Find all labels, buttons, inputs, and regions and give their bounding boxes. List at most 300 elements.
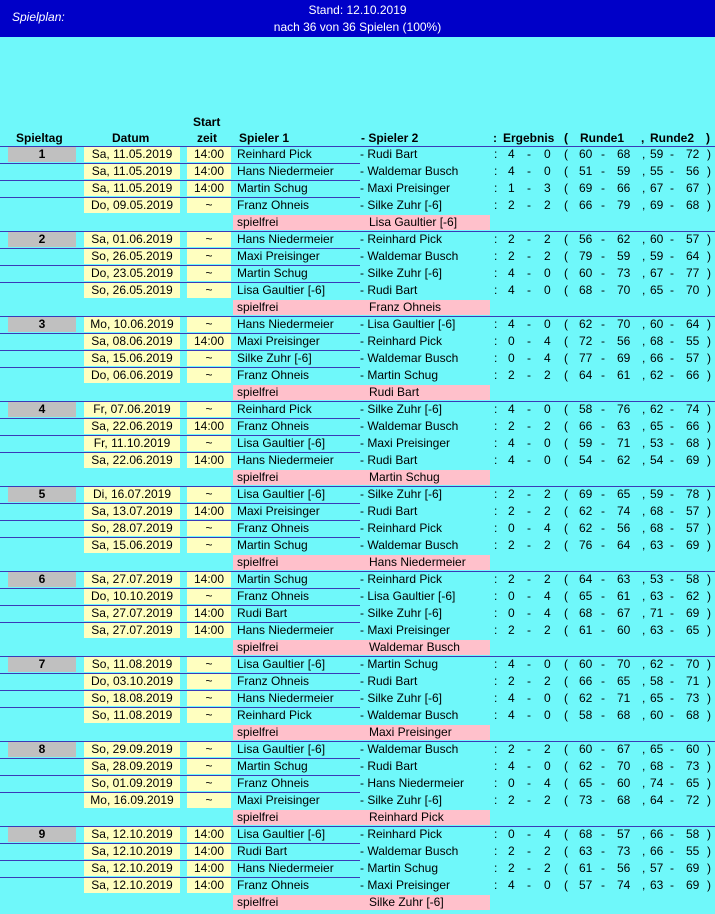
score-player1: 4 <box>508 436 515 450</box>
paren-close: ) <box>707 334 711 348</box>
player1-name: Franz Ohneis <box>237 368 310 382</box>
match-time: 14:00 <box>187 878 231 893</box>
runde1-dash: - <box>601 402 605 416</box>
runde2-dash: - <box>670 827 674 841</box>
table-row <box>0 350 715 367</box>
table-row <box>0 248 715 265</box>
paren-open: ( <box>564 164 568 178</box>
score-player1: 4 <box>508 708 515 722</box>
player1-name: Hans Niedermeier <box>237 453 334 467</box>
match-date: Do, 06.06.2019 <box>84 368 180 383</box>
comma: , <box>642 164 646 178</box>
score-player1: 2 <box>508 198 515 212</box>
score-player2: 2 <box>544 232 551 246</box>
score-dash: - <box>527 198 531 212</box>
runde2-player2: 64 <box>686 249 700 263</box>
runde2-dash: - <box>670 181 674 195</box>
runde1-player2: 66 <box>617 181 631 195</box>
score-player2: 2 <box>544 793 551 807</box>
paren-open: ( <box>564 878 568 892</box>
runde2-player2: 74 <box>686 402 700 416</box>
table-row <box>0 367 715 384</box>
runde1-player2: 68 <box>617 708 631 722</box>
runde1-player2: 63 <box>617 572 631 586</box>
runde1-dash: - <box>601 487 605 501</box>
score-dash: - <box>527 351 531 365</box>
match-time: ~ <box>187 368 231 383</box>
player1-name: Lisa Gaultier [-6] <box>237 487 326 501</box>
table-row <box>0 197 715 214</box>
runde1-player1: 60 <box>579 742 593 756</box>
comma: , <box>642 283 646 297</box>
spielfrei-player: Martin Schug <box>360 470 490 485</box>
runde1-dash: - <box>601 453 605 467</box>
spielfrei-row <box>0 639 715 656</box>
runde2-player1: 58 <box>650 674 664 688</box>
runde2-dash: - <box>670 589 674 603</box>
score-dash: - <box>527 827 531 841</box>
result-colon: : <box>494 368 498 382</box>
score-dash: - <box>527 232 531 246</box>
runde2-player1: 62 <box>650 402 664 416</box>
comma: , <box>642 232 646 246</box>
score-player2: 0 <box>544 759 551 773</box>
spielfrei-player: Hans Niedermeier <box>360 555 490 570</box>
comma: , <box>642 198 646 212</box>
player2-name: - Silke Zuhr [-6] <box>360 793 443 807</box>
runde1-player1: 60 <box>579 657 593 671</box>
comma: , <box>642 249 646 263</box>
runde1-dash: - <box>601 759 605 773</box>
match-time: 14:00 <box>187 419 231 434</box>
player2-name: - Rudi Bart <box>360 147 418 161</box>
spielfrei-row <box>0 469 715 486</box>
match-time: 14:00 <box>187 147 231 162</box>
spielfrei-label: spielfrei <box>233 385 360 400</box>
runde1-dash: - <box>601 793 605 807</box>
runde1-dash: - <box>601 232 605 246</box>
result-colon: : <box>494 266 498 280</box>
score-dash: - <box>527 674 531 688</box>
result-colon: : <box>494 606 498 620</box>
runde2-player1: 64 <box>650 793 664 807</box>
comma: , <box>642 538 646 552</box>
table-row <box>0 537 715 554</box>
runde1-player1: 64 <box>579 572 593 586</box>
runde2-player2: 68 <box>686 708 700 722</box>
col-paren-close: ) <box>706 131 710 145</box>
runde2-player1: 69 <box>650 198 664 212</box>
runde1-dash: - <box>601 266 605 280</box>
paren-close: ) <box>707 283 711 297</box>
score-dash: - <box>527 147 531 161</box>
result-colon: : <box>494 147 498 161</box>
result-colon: : <box>494 538 498 552</box>
player1-name: Martin Schug <box>237 538 308 552</box>
comma: , <box>642 351 646 365</box>
runde1-player2: 70 <box>617 657 631 671</box>
runde2-player2: 69 <box>686 538 700 552</box>
spielfrei-label: spielfrei <box>233 725 360 740</box>
table-row <box>0 316 715 333</box>
paren-open: ( <box>564 487 568 501</box>
runde2-player1: 65 <box>650 691 664 705</box>
paren-close: ) <box>707 453 711 467</box>
result-colon: : <box>494 691 498 705</box>
score-player1: 2 <box>508 844 515 858</box>
match-date: So, 26.05.2019 <box>84 283 180 298</box>
paren-open: ( <box>564 674 568 688</box>
runde2-player2: 66 <box>686 419 700 433</box>
runde1-player2: 69 <box>617 351 631 365</box>
result-colon: : <box>494 164 498 178</box>
comma: , <box>642 708 646 722</box>
runde2-player1: 65 <box>650 419 664 433</box>
score-player1: 4 <box>508 147 515 161</box>
paren-close: ) <box>707 351 711 365</box>
match-date: Fr, 11.10.2019 <box>84 436 180 451</box>
player2-name: - Silke Zuhr [-6] <box>360 487 443 501</box>
paren-open: ( <box>564 521 568 535</box>
runde2-player2: 73 <box>686 759 700 773</box>
player1-name: Hans Niedermeier <box>237 861 334 875</box>
runde2-dash: - <box>670 351 674 365</box>
match-date: So, 11.08.2019 <box>84 657 180 672</box>
paren-close: ) <box>707 657 711 671</box>
result-colon: : <box>494 181 498 195</box>
runde2-player2: 70 <box>686 283 700 297</box>
runde2-player2: 58 <box>686 572 700 586</box>
runde1-player1: 62 <box>579 691 593 705</box>
paren-open: ( <box>564 402 568 416</box>
table-row <box>0 741 715 758</box>
spielfrei-label: spielfrei <box>233 810 360 825</box>
runde1-player1: 54 <box>579 453 593 467</box>
match-date: So, 01.09.2019 <box>84 776 180 791</box>
runde2-dash: - <box>670 232 674 246</box>
match-time: 14:00 <box>187 164 231 179</box>
match-date: So, 26.05.2019 <box>84 249 180 264</box>
runde1-dash: - <box>601 317 605 331</box>
score-player2: 4 <box>544 334 551 348</box>
player1-name: Franz Ohneis <box>237 878 310 892</box>
col-zeit: zeit <box>197 131 218 145</box>
match-date: So, 28.07.2019 <box>84 521 180 536</box>
runde2-player1: 65 <box>650 283 664 297</box>
runde1-player2: 79 <box>617 198 631 212</box>
runde2-player2: 73 <box>686 691 700 705</box>
score-dash: - <box>527 708 531 722</box>
paren-open: ( <box>564 351 568 365</box>
runde2-dash: - <box>670 249 674 263</box>
spieltag-number: 9 <box>8 827 76 842</box>
match-date: Sa, 13.07.2019 <box>84 504 180 519</box>
spieltag-number: 4 <box>8 402 76 417</box>
match-time: 14:00 <box>187 334 231 349</box>
score-player2: 0 <box>544 402 551 416</box>
runde2-dash: - <box>670 708 674 722</box>
runde2-player1: 60 <box>650 708 664 722</box>
runde1-player2: 56 <box>617 334 631 348</box>
runde1-player2: 70 <box>617 283 631 297</box>
score-dash: - <box>527 878 531 892</box>
runde1-dash: - <box>601 181 605 195</box>
score-player1: 0 <box>508 776 515 790</box>
score-player2: 2 <box>544 538 551 552</box>
spielfrei-row <box>0 724 715 741</box>
runde1-dash: - <box>601 572 605 586</box>
player1-name: Maxi Preisinger <box>237 793 320 807</box>
player2-name: - Silke Zuhr [-6] <box>360 606 443 620</box>
score-player2: 4 <box>544 351 551 365</box>
table-row <box>0 520 715 537</box>
paren-close: ) <box>707 402 711 416</box>
result-colon: : <box>494 453 498 467</box>
player2-name: - Reinhard Pick <box>360 334 443 348</box>
score-player2: 2 <box>544 742 551 756</box>
round-block <box>0 826 715 911</box>
runde1-player1: 65 <box>579 589 593 603</box>
match-date: Di, 16.07.2019 <box>84 487 180 502</box>
player2-name: - Maxi Preisinger <box>360 181 451 195</box>
paren-close: ) <box>707 674 711 688</box>
score-dash: - <box>527 538 531 552</box>
runde1-player1: 76 <box>579 538 593 552</box>
player1-name: Franz Ohneis <box>237 198 310 212</box>
col-paren-open: ( <box>564 131 568 145</box>
spielplan-label: Spielplan: <box>12 10 65 24</box>
runde1-dash: - <box>601 657 605 671</box>
score-player1: 4 <box>508 759 515 773</box>
runde2-player2: 60 <box>686 742 700 756</box>
runde2-dash: - <box>670 623 674 637</box>
col-spieltag: Spieltag <box>16 131 63 145</box>
paren-open: ( <box>564 453 568 467</box>
score-player2: 0 <box>544 317 551 331</box>
paren-open: ( <box>564 198 568 212</box>
table-row <box>0 622 715 639</box>
match-date: Sa, 01.06.2019 <box>84 232 180 247</box>
runde1-dash: - <box>601 436 605 450</box>
spielfrei-player: Maxi Preisinger <box>360 725 490 740</box>
paren-close: ) <box>707 436 711 450</box>
paren-open: ( <box>564 147 568 161</box>
player1-name: Maxi Preisinger <box>237 334 320 348</box>
paren-close: ) <box>707 368 711 382</box>
runde2-player1: 66 <box>650 351 664 365</box>
runde2-player2: 57 <box>686 232 700 246</box>
runde2-dash: - <box>670 657 674 671</box>
score-dash: - <box>527 402 531 416</box>
spielfrei-player: Lisa Gaultier [-6] <box>360 215 490 230</box>
runde1-player2: 63 <box>617 419 631 433</box>
paren-close: ) <box>707 606 711 620</box>
player2-name: - Lisa Gaultier [-6] <box>360 589 456 603</box>
runde1-player1: 72 <box>579 334 593 348</box>
player1-name: Hans Niedermeier <box>237 317 334 331</box>
runde1-player2: 65 <box>617 487 631 501</box>
match-time: ~ <box>187 657 231 672</box>
match-date: So, 29.09.2019 <box>84 742 180 757</box>
score-dash: - <box>527 623 531 637</box>
col-runde1: Runde1 <box>580 131 625 145</box>
col-colon: : <box>493 131 497 145</box>
result-colon: : <box>494 351 498 365</box>
runde1-player1: 77 <box>579 351 593 365</box>
runde2-dash: - <box>670 521 674 535</box>
result-colon: : <box>494 436 498 450</box>
paren-close: ) <box>707 572 711 586</box>
spielfrei-label: spielfrei <box>233 555 360 570</box>
player2-name: - Waldemar Busch <box>360 351 459 365</box>
paren-open: ( <box>564 606 568 620</box>
runde2-dash: - <box>670 436 674 450</box>
paren-open: ( <box>564 776 568 790</box>
player1-name: Maxi Preisinger <box>237 249 320 263</box>
result-colon: : <box>494 402 498 416</box>
runde2-dash: - <box>670 487 674 501</box>
runde2-player2: 64 <box>686 317 700 331</box>
table-row <box>0 758 715 775</box>
runde2-dash: - <box>670 793 674 807</box>
runde1-player1: 59 <box>579 436 593 450</box>
runde2-dash: - <box>670 572 674 586</box>
runde1-player2: 73 <box>617 844 631 858</box>
runde1-player1: 61 <box>579 861 593 875</box>
runde1-dash: - <box>601 589 605 603</box>
comma: , <box>642 589 646 603</box>
runde2-player2: 65 <box>686 623 700 637</box>
round-block <box>0 571 715 656</box>
score-player2: 2 <box>544 368 551 382</box>
comma: , <box>642 691 646 705</box>
runde1-dash: - <box>601 844 605 858</box>
col-runde2: Runde2 <box>650 131 695 145</box>
score-dash: - <box>527 572 531 586</box>
paren-close: ) <box>707 504 711 518</box>
score-dash: - <box>527 742 531 756</box>
result-colon: : <box>494 504 498 518</box>
table-row <box>0 146 715 163</box>
player2-name: - Waldemar Busch <box>360 249 459 263</box>
runde1-player2: 62 <box>617 232 631 246</box>
comma: , <box>642 844 646 858</box>
score-player2: 0 <box>544 708 551 722</box>
spieltag-number: 3 <box>8 317 76 332</box>
runde1-player1: 56 <box>579 232 593 246</box>
runde2-player1: 63 <box>650 589 664 603</box>
player1-name: Reinhard Pick <box>237 402 312 416</box>
score-dash: - <box>527 844 531 858</box>
spielfrei-row <box>0 299 715 316</box>
match-time: ~ <box>187 589 231 604</box>
table-row <box>0 860 715 877</box>
table-row <box>0 673 715 690</box>
runde2-player2: 69 <box>686 878 700 892</box>
comma: , <box>642 521 646 535</box>
match-time: ~ <box>187 436 231 451</box>
player1-name: Rudi Bart <box>237 844 288 858</box>
runde1-player2: 56 <box>617 521 631 535</box>
player2-name: - Maxi Preisinger <box>360 878 451 892</box>
player2-name: - Rudi Bart <box>360 759 418 773</box>
runde2-player1: 67 <box>650 181 664 195</box>
match-time: 14:00 <box>187 861 231 876</box>
player2-name: - Silke Zuhr [-6] <box>360 402 443 416</box>
runde2-player1: 59 <box>650 487 664 501</box>
result-colon: : <box>494 521 498 535</box>
score-player1: 2 <box>508 487 515 501</box>
score-player1: 2 <box>508 742 515 756</box>
table-row <box>0 826 715 843</box>
runde2-player2: 56 <box>686 164 700 178</box>
col-comma: , <box>641 131 645 145</box>
runde2-player1: 66 <box>650 827 664 841</box>
runde1-dash: - <box>601 538 605 552</box>
runde2-player1: 68 <box>650 504 664 518</box>
runde1-player1: 66 <box>579 419 593 433</box>
runde1-player1: 65 <box>579 776 593 790</box>
spielfrei-row <box>0 214 715 231</box>
score-player1: 4 <box>508 657 515 671</box>
player1-name: Franz Ohneis <box>237 521 310 535</box>
score-player2: 0 <box>544 657 551 671</box>
runde2-player1: 66 <box>650 844 664 858</box>
runde1-player1: 69 <box>579 181 593 195</box>
match-date: Sa, 27.07.2019 <box>84 623 180 638</box>
comma: , <box>642 317 646 331</box>
score-player1: 2 <box>508 538 515 552</box>
player2-name: - Waldemar Busch <box>360 164 459 178</box>
match-time: 14:00 <box>187 606 231 621</box>
comma: , <box>642 402 646 416</box>
runde1-dash: - <box>601 147 605 161</box>
spielfrei-player: Reinhard Pick <box>360 810 490 825</box>
match-time: 14:00 <box>187 827 231 842</box>
score-dash: - <box>527 793 531 807</box>
runde1-player2: 76 <box>617 402 631 416</box>
score-player1: 4 <box>508 878 515 892</box>
player2-name: - Martin Schug <box>360 657 439 671</box>
score-dash: - <box>527 164 531 178</box>
table-row <box>0 588 715 605</box>
score-player1: 4 <box>508 317 515 331</box>
paren-close: ) <box>707 164 711 178</box>
table-row <box>0 401 715 418</box>
paren-open: ( <box>564 589 568 603</box>
runde2-player1: 59 <box>650 147 664 161</box>
match-time: ~ <box>187 402 231 417</box>
result-colon: : <box>494 317 498 331</box>
runde1-player2: 62 <box>617 453 631 467</box>
match-date: Sa, 15.06.2019 <box>84 351 180 366</box>
runde1-player2: 74 <box>617 504 631 518</box>
result-colon: : <box>494 487 498 501</box>
score-player1: 2 <box>508 861 515 875</box>
paren-open: ( <box>564 436 568 450</box>
result-colon: : <box>494 283 498 297</box>
result-colon: : <box>494 827 498 841</box>
spielfrei-row <box>0 384 715 401</box>
paren-open: ( <box>564 572 568 586</box>
runde1-player1: 66 <box>579 674 593 688</box>
match-time: ~ <box>187 487 231 502</box>
runde2-player2: 57 <box>686 351 700 365</box>
paren-open: ( <box>564 623 568 637</box>
comma: , <box>642 776 646 790</box>
runde1-player1: 62 <box>579 521 593 535</box>
runde2-dash: - <box>670 674 674 688</box>
